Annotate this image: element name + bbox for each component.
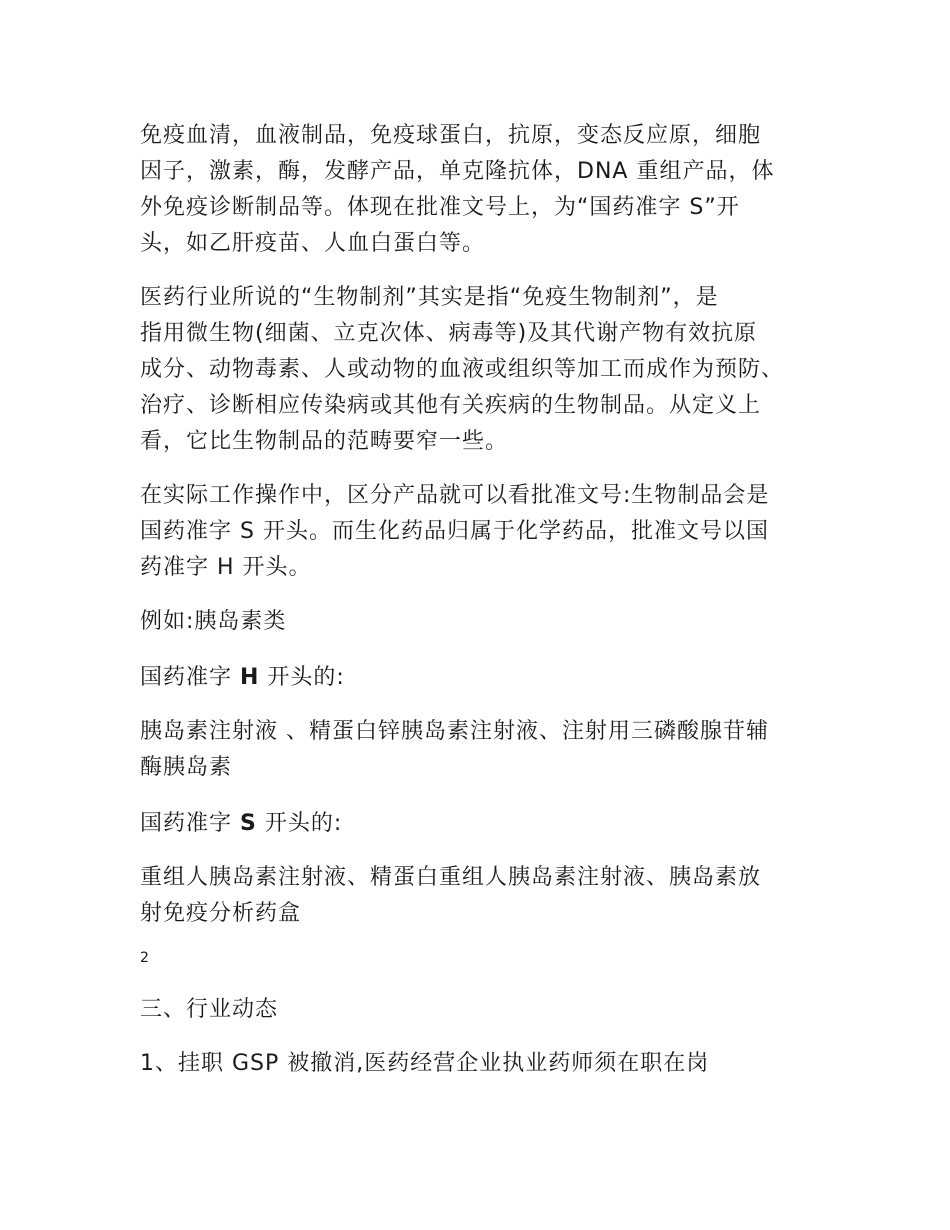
text-line: 射免疫分析药盒 (140, 901, 302, 926)
paragraph-s-prefix-heading (140, 806, 820, 842)
s-suffix-text: 开头的: (256, 811, 343, 836)
text-line: 看，它比生物制品的范畴要窄一些。 (140, 429, 509, 454)
text-line: 重组人胰岛素注射液、精蛋白重组人胰岛素注射液、胰岛素放 (140, 865, 762, 890)
text-line: 三、行业动态 (140, 997, 279, 1022)
text-line: 酶胰岛素 (140, 755, 233, 780)
paragraph-h-prefix-heading (140, 660, 820, 696)
text-line (140, 806, 820, 842)
text-line: 因子，激素，酶，发酵产品，单克隆抗体，DNA 重组产品，体 (140, 159, 775, 184)
text-line: 例如:胰岛素类 (140, 609, 287, 634)
text-line (140, 660, 820, 696)
paragraph-approval-number-distinction (140, 478, 820, 586)
text-line: 国药准字 S 开头。而生化药品归属于化学药品，批准文号以国 (140, 519, 769, 544)
section-heading-industry-news (140, 992, 820, 1028)
text-line: 胰岛素注射液 、精蛋白锌胰岛素注射液、注射用三磷酸腺苷辅 (140, 719, 769, 744)
paragraph-s-prefix-products (140, 860, 820, 932)
s-letter-bold: S (240, 811, 257, 836)
text-line: 在实际工作操作中，区分产品就可以看批准文号:生物制品会是 (140, 483, 770, 508)
paragraph-h-prefix-products (140, 714, 820, 786)
text-line: 1、挂职 GSP 被撤消,医药经营企业执业药师须在职在岗 (140, 1051, 710, 1076)
paragraph-biological-products-definition (140, 118, 820, 262)
text-line: 指用微生物(细菌、立克次体、病毒等)及其代谢产物有效抗原 (140, 321, 758, 346)
h-suffix-text: 开头的: (259, 665, 345, 690)
paragraph-example-insulin (140, 604, 820, 640)
text-line: 头，如乙肝疫苗、人血白蛋白等。 (140, 231, 486, 256)
text-line: 治疗、诊断相应传染病或其他有关疾病的生物制品。从定义上 (140, 393, 762, 418)
paragraph-biological-preparations (140, 280, 820, 460)
paragraph-gsp-news-item (140, 1046, 820, 1082)
document-page (140, 118, 820, 1082)
s-prefix-text: 国药准字 (140, 811, 240, 836)
text-line: 药准字 H 开头。 (140, 555, 312, 580)
h-letter-bold: H (240, 665, 260, 690)
text-line: 医药行业所说的“生物制剂”其实是指“免疫生物制剂”，是 (140, 285, 719, 310)
text-line: 成分、动物毒素、人或动物的血液或组织等加工而成作为预防、 (140, 357, 785, 382)
h-prefix-text: 国药准字 (140, 665, 240, 690)
page-number: 2 (140, 950, 149, 966)
text-line: 免疫血清，血液制品，免疫球蛋白，抗原，变态反应原，细胞 (140, 123, 762, 148)
text-line: 外免疫诊断制品等。体现在批准文号上，为“国药准字 S”开 (140, 195, 740, 220)
